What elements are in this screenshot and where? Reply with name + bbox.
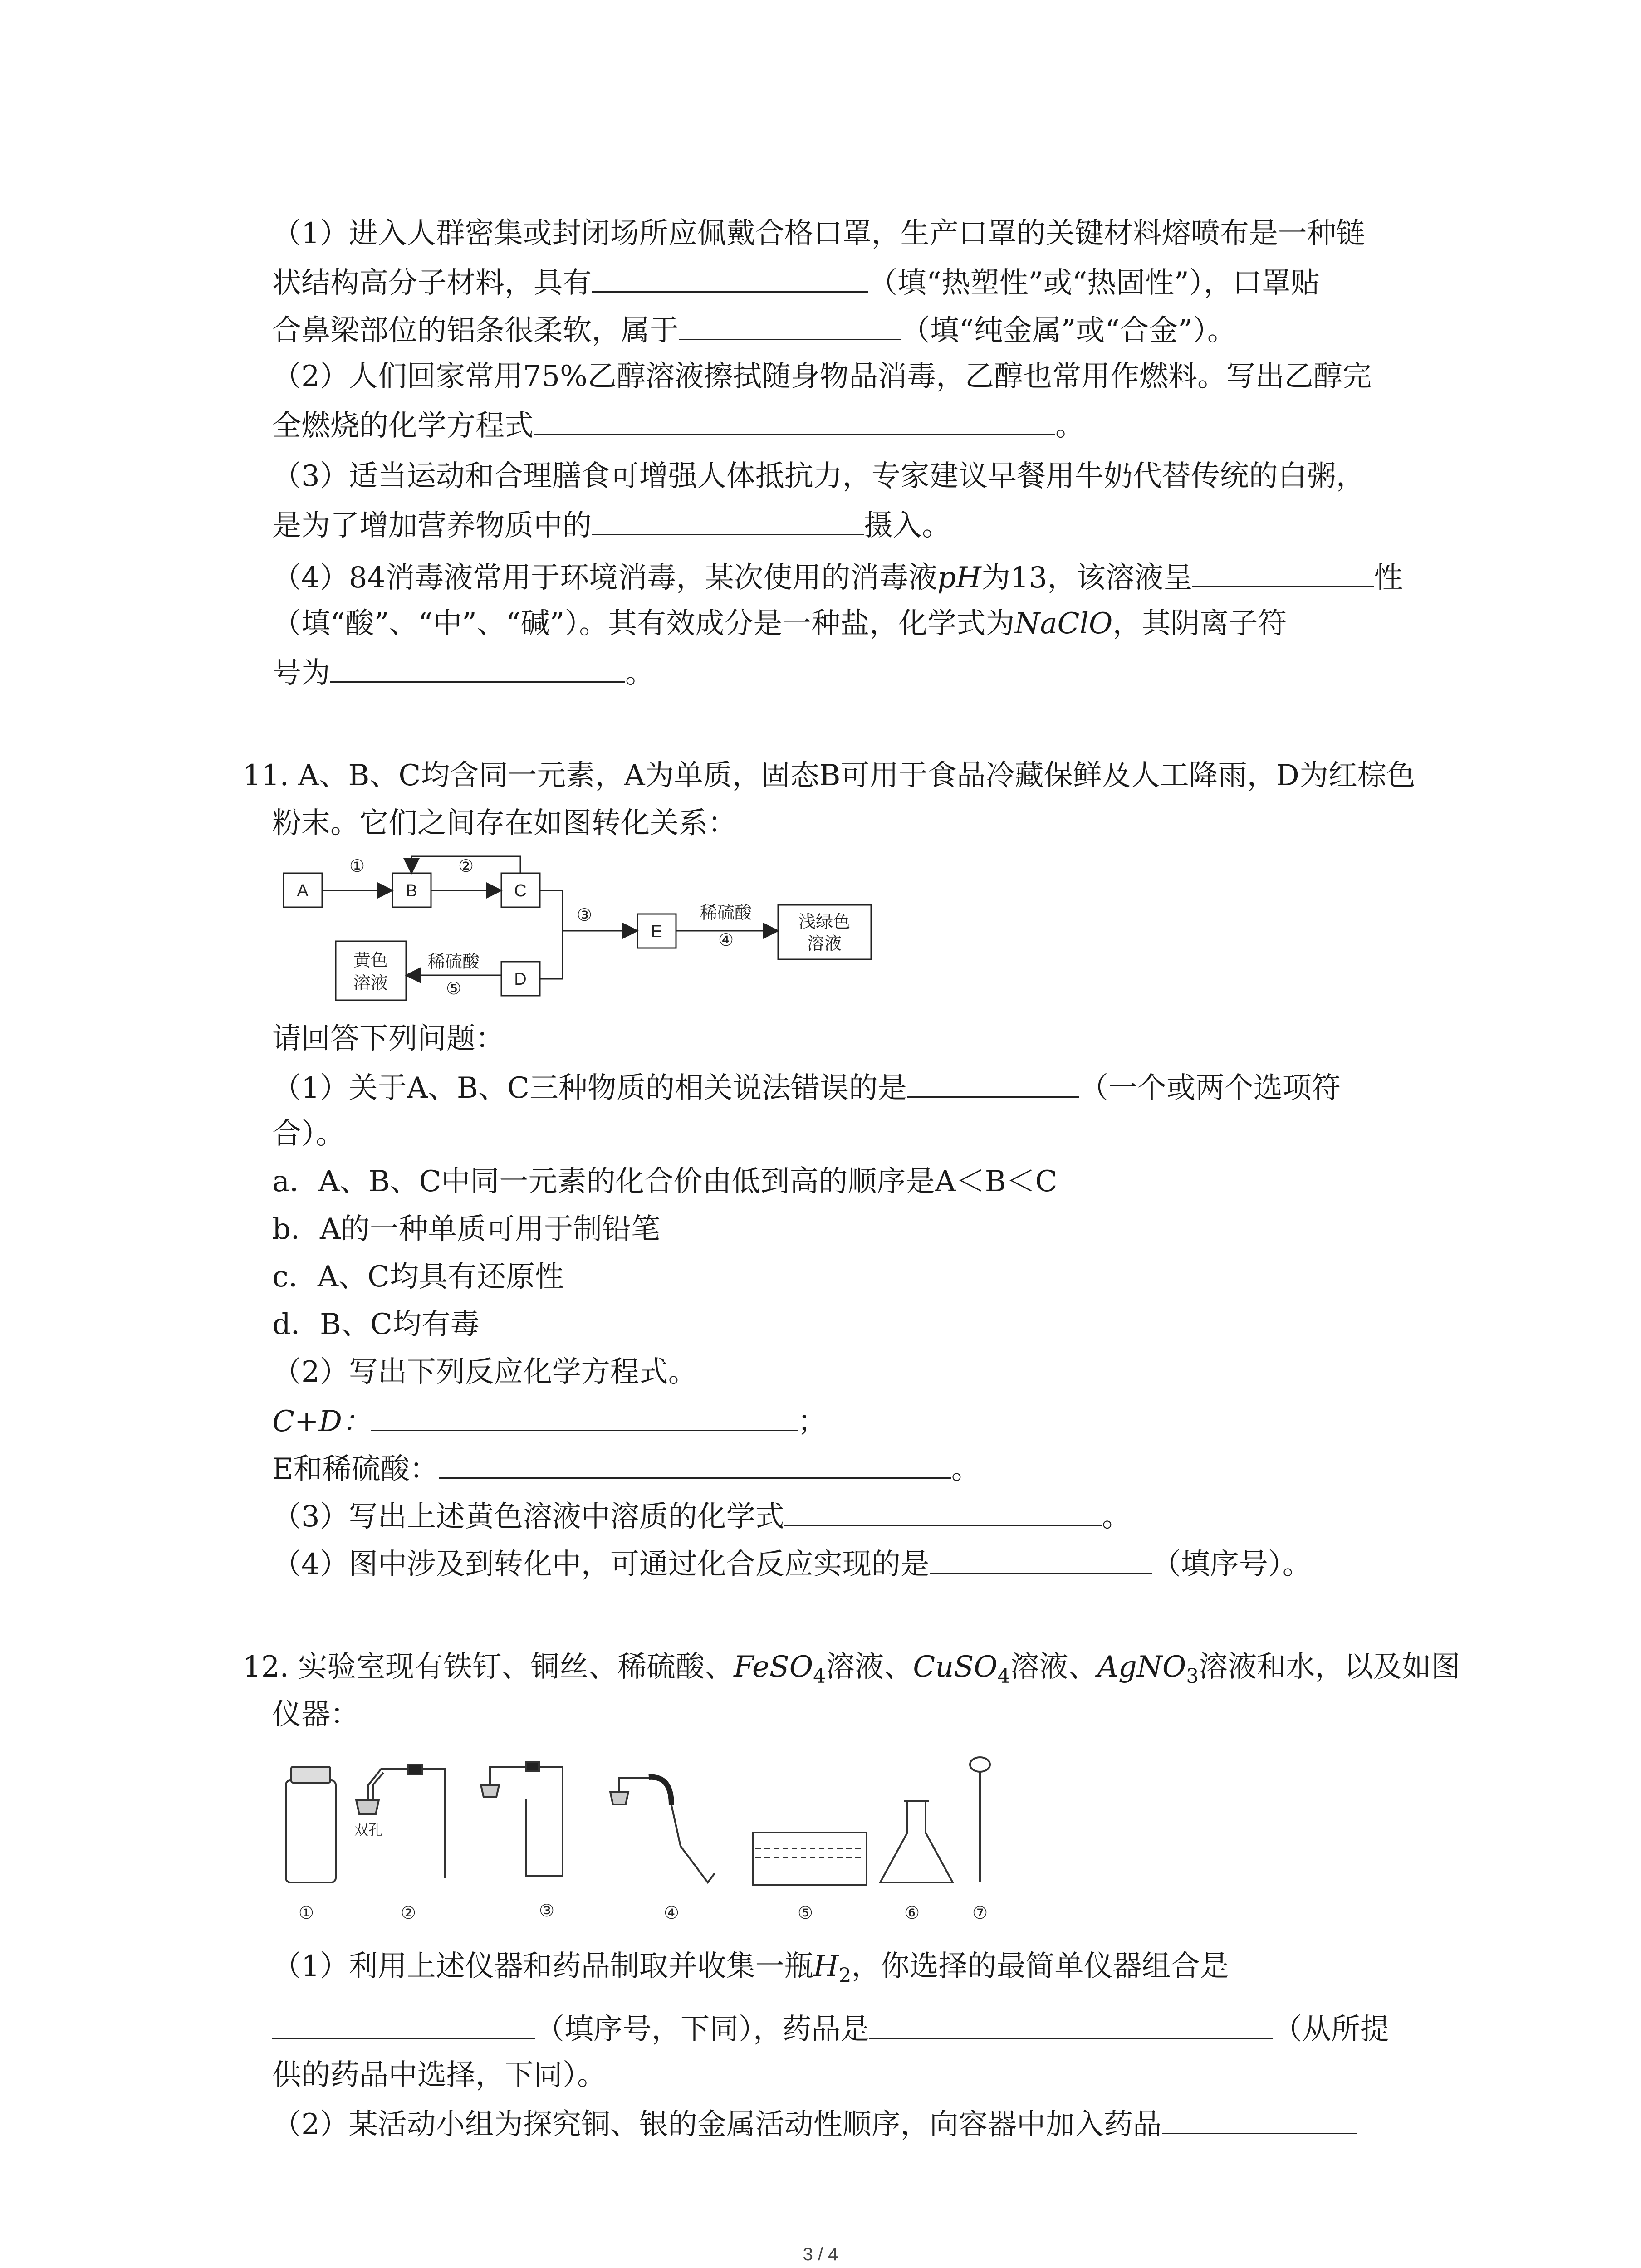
bent-delivery-tube-icon <box>610 1777 715 1882</box>
q11-option-c: c．A、C均具有还原性 <box>272 1260 564 1294</box>
answer-blank[interactable] <box>439 1449 951 1479</box>
answer-blank[interactable] <box>869 2009 1273 2039</box>
q12-s1-line2: （填序号，下同），药品是 （从所提 <box>272 2009 1389 2048</box>
label-step-4: ④ <box>718 931 734 950</box>
u-tube-icon <box>481 1762 563 1876</box>
box-light-green-line2: 溶液 <box>807 934 842 953</box>
q11-s1-line2: 合）。 <box>272 1117 345 1151</box>
answer-blank[interactable] <box>272 2009 535 2039</box>
apparatus-label-1: ① <box>298 1904 314 1923</box>
label-step-1: ① <box>349 857 365 876</box>
apparatus-diagram <box>272 1742 1021 1941</box>
box-c-label: C <box>514 881 527 900</box>
q10-p1-line3: 合鼻梁部位的铝条很柔软，属于 （填“纯金属”或“合金”）。 <box>272 311 1236 349</box>
label-acid-top: 稀硫酸 <box>700 904 752 923</box>
q11-stem-line2: 粉末。它们之间存在如图转化关系： <box>272 807 737 840</box>
label-step-3: ③ <box>576 906 593 925</box>
q11-s2-cd: C+D： ； <box>272 1402 827 1440</box>
q11-option-a: a．A、B、C中同一元素的化合价由低到高的顺序是A＜B＜C <box>272 1165 1058 1198</box>
apparatus-label-4: ④ <box>663 1904 680 1923</box>
label-acid-bottom: 稀硫酸 <box>427 953 480 972</box>
q10-p1-line1: （1）进入人群密集或封闭场所应佩戴合格口罩，生产口罩的关键材料熔喷布是一种链 <box>272 217 1365 250</box>
answer-blank[interactable] <box>592 263 868 293</box>
q12-stem-line1: 12. 实验室现有铁钉、铜丝、稀硫酸、FeSO$_4$溶液、CuSO$_4$溶液、AgNO$_3$溶液和水，以及如图 <box>243 1650 1460 1688</box>
q10-p2-line1: （2）人们回家常用75%乙醇溶液擦拭随身物品消毒，乙醇也常用作燃料。写出乙醇完 <box>272 360 1372 393</box>
q10-p4-line1: （4）84消毒液常用于环境消毒，某次使用的消毒液pH为13，该溶液呈 性 <box>272 558 1403 596</box>
apparatus-label-7: ⑦ <box>972 1904 988 1923</box>
box-d-label: D <box>514 970 527 989</box>
answer-blank[interactable] <box>679 311 901 340</box>
label-step-2: ② <box>458 857 474 876</box>
answer-blank[interactable] <box>1162 2105 1357 2134</box>
box-a-label: A <box>297 881 309 900</box>
q10-p1-line2: 状结构高分子材料，具有 （填“热塑性”或“热固性”），口罩贴 <box>272 263 1320 301</box>
long-neck-funnel-icon <box>970 1757 990 1882</box>
q11-s4: （4）图中涉及到转化中，可通过化合反应实现的是 （填序号）。 <box>272 1545 1312 1583</box>
q12-stem-line2: 仪器： <box>272 1698 359 1731</box>
answer-blank[interactable] <box>1192 558 1374 587</box>
conversion-diagram <box>272 853 907 1016</box>
answer-blank[interactable] <box>371 1402 798 1431</box>
q12-s1-line1: （1）利用上述仪器和药品制取并收集一瓶$H_2$，你选择的最简单仪器组合是 <box>272 1950 1229 1987</box>
box-yellow-line2: 溶液 <box>353 974 388 993</box>
q10-p3-line2: 是为了增加营养物质中的 摄入。 <box>272 506 951 544</box>
apparatus-label-2: ② <box>400 1904 416 1923</box>
q11-s2-heading: （2）写出下列反应化学方程式。 <box>272 1355 697 1389</box>
q11-stem-line1: 11. A、B、C均含同一元素，A为单质，固态B可用于食品冷藏保鲜及人工降雨，D为红棕色 <box>243 759 1416 792</box>
apparatus-label-5: ⑤ <box>797 1904 813 1923</box>
apparatus-label-6: ⑥ <box>904 1904 920 1923</box>
q10-p4-line2: （填“酸”、“中”、“碱”）。其有效成分是一种盐，化学式为NaClO，其阴离子符 <box>272 607 1287 640</box>
q12-s2-line1: （2）某活动小组为探究铜、银的金属活动性顺序，向容器中加入药品 <box>272 2105 1357 2143</box>
box-light-green-line1: 浅绿色 <box>798 913 851 932</box>
q11-option-b: b．A的一种单质可用于制铅笔 <box>272 1212 661 1246</box>
answer-blank[interactable] <box>907 1068 1079 1098</box>
q11-s2-e: E和稀硫酸： 。 <box>272 1449 980 1487</box>
box-yellow-line1: 黄色 <box>353 951 388 970</box>
q11-prompt: 请回答下列问题： <box>272 1022 505 1056</box>
page-number: 3 / 4 <box>803 2244 838 2264</box>
answer-blank[interactable] <box>930 1545 1152 1574</box>
q10-p4-line3: 号为 。 <box>272 653 654 691</box>
reagent-bottle-icon <box>286 1767 336 1882</box>
q11-s3: （3）写出上述黄色溶液中溶质的化学式 。 <box>272 1497 1131 1535</box>
q10-p2-line2: 全燃烧的化学方程式 。 <box>272 406 1084 444</box>
water-trough-icon <box>753 1833 867 1885</box>
q11-s1-line1: （1）关于A、B、C三种物质的相关说法错误的是 （一个或两个选项符 <box>272 1068 1341 1106</box>
double-hole-label: 双孔 <box>354 1822 383 1838</box>
conical-flask-icon <box>880 1801 953 1882</box>
answer-blank[interactable] <box>330 653 625 683</box>
answer-blank[interactable] <box>534 406 1055 435</box>
box-e-label: E <box>651 922 662 941</box>
answer-blank[interactable] <box>784 1497 1102 1526</box>
box-b-label: B <box>406 881 417 900</box>
apparatus-label-3: ③ <box>539 1901 555 1921</box>
bracket-c <box>540 890 563 979</box>
q12-s1-line3: 供的药品中选择，下同）。 <box>272 2058 606 2092</box>
label-step-5: ⑤ <box>446 979 462 998</box>
stopper-with-tubes-icon <box>356 1765 445 1878</box>
q10-p3-line1: （3）适当运动和合理膳食可增强人体抵抗力，专家建议早餐用牛奶代替传统的白粥， <box>272 459 1365 493</box>
q11-option-d: d．B、C均有毒 <box>272 1308 480 1341</box>
answer-blank[interactable] <box>592 506 864 535</box>
